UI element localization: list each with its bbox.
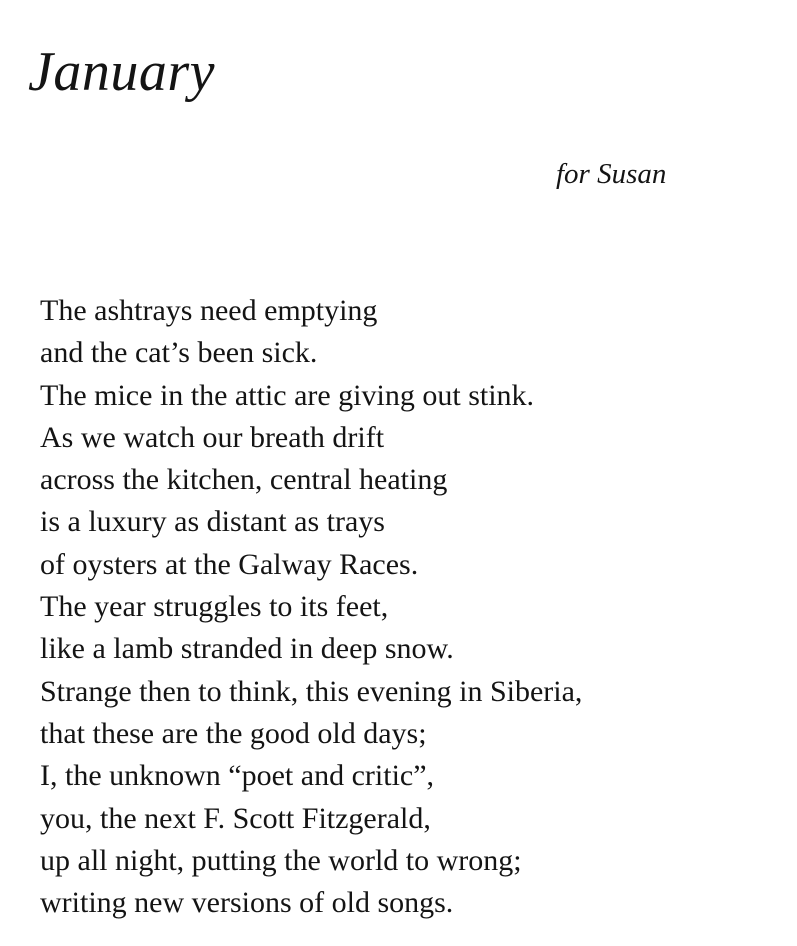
poem-line: like a lamb stranded in deep snow. [40,632,454,666]
poem-dedication: for Susan [556,158,667,190]
poem-line: writing new versions of old songs. [40,886,454,920]
poem-line: As we watch our breath drift [40,420,385,454]
poem-line: is a luxury as distant as trays [40,505,385,539]
poem-line: of oysters at the Galway Races. [40,547,419,581]
poem-line: up all night, putting the world to wrong; [40,843,522,877]
poem-line: across the kitchen, central heating [40,463,448,497]
poem-line: I, the unknown “poet and critic”, [40,759,435,793]
poem-title: January [28,41,216,103]
poem-line: you, the next F. Scott Fitzgerald, [40,801,431,835]
poem-line: Strange then to think, this evening in Siberia, [40,674,583,708]
poem-line: The mice in the attic are giving out stink. [40,378,535,412]
poem-line: The ashtrays need emptying [40,294,378,327]
poem-line: and the cat’s been sick. [40,336,318,370]
poem-body [40,290,582,924]
poem-line: The year struggles to its feet, [40,590,389,624]
poem-line: that these are the good old days; [40,716,427,750]
